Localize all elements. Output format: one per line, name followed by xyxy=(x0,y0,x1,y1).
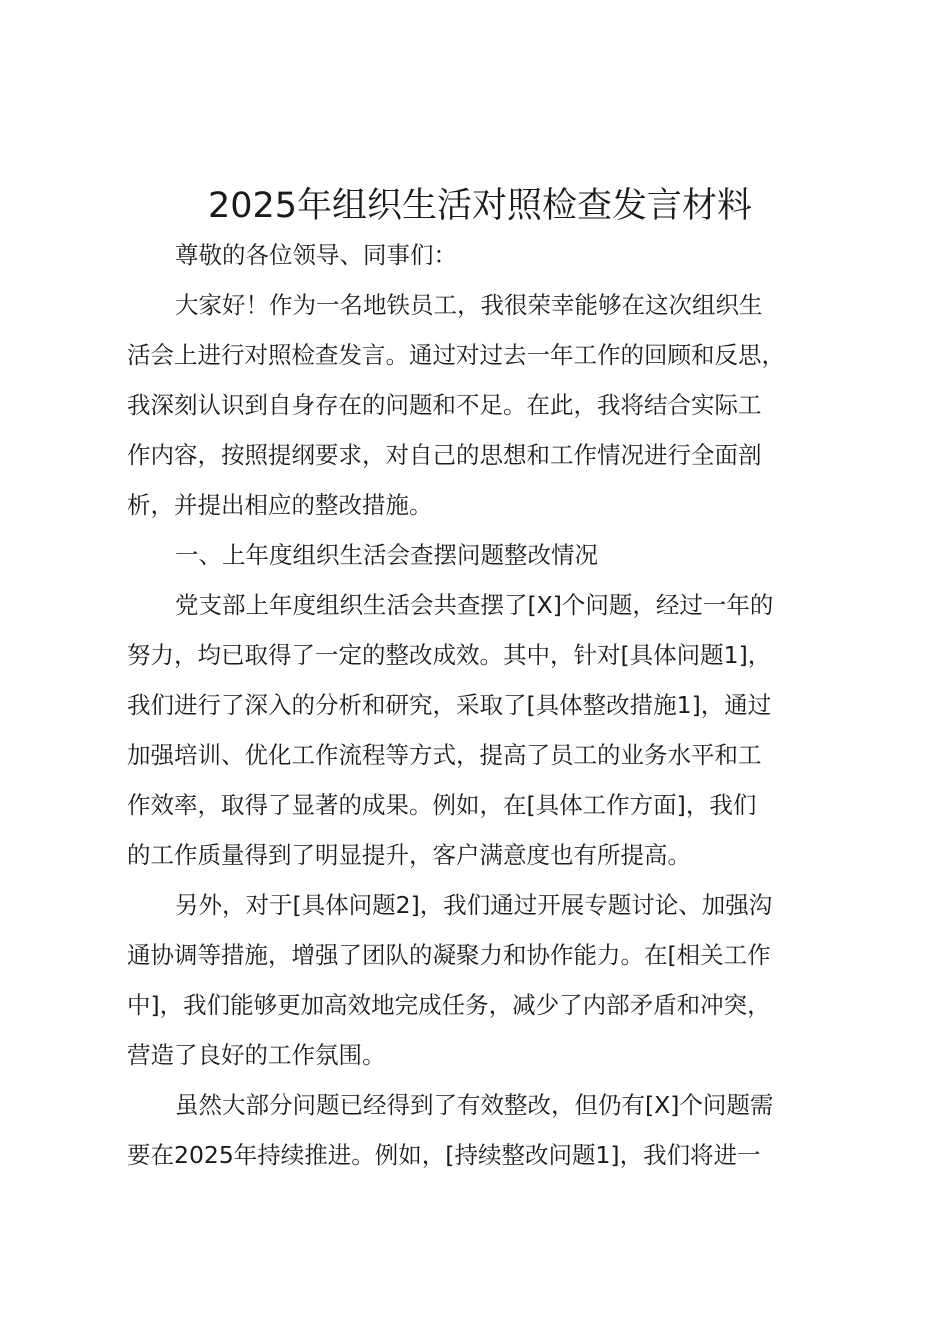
text-line: 中]，我们能够更加高效地完成任务，减少了内部矛盾和冲突， xyxy=(127,991,771,1019)
text-line: 党支部上年度组织生活会共查摆了[X]个问题，经过一年的 xyxy=(175,591,774,619)
text-line: 的工作质量得到了明显提升，客户满意度也有所提高。 xyxy=(127,841,691,869)
text-line: 我们进行了深入的分析和研究，采取了[具体整改措施1]，通过 xyxy=(127,691,772,719)
text-line: 析，并提出相应的整改措施。 xyxy=(127,491,433,519)
text-line: 努力，均已取得了一定的整改成效。其中，针对[具体问题1]， xyxy=(127,641,772,669)
text-line: 通协调等措施，增强了团队的凝聚力和协作能力。在[相关工作 xyxy=(127,941,771,969)
text-line: 活会上进行对照检查发言。通过对过去一年工作的回顾和反思， xyxy=(127,341,785,369)
text-line: 营造了良好的工作氛围。 xyxy=(127,1041,386,1069)
text-line: 大家好！作为一名地铁员工，我很荣幸能够在这次组织生 xyxy=(175,291,763,319)
text-line: 作内容，按照提纲要求，对自己的思想和工作情况进行全面剖 xyxy=(127,441,762,469)
document-title: 2025年组织生活对照检查发言材料 xyxy=(207,186,753,226)
text-line: 一、上年度组织生活会查摆问题整改情况 xyxy=(175,541,598,569)
text-line: 作效率，取得了显著的成果。例如，在[具体工作方面]，我们 xyxy=(127,791,757,819)
text-line: 加强培训、优化工作流程等方式，提高了员工的业务水平和工 xyxy=(127,741,762,769)
text-line: 另外，对于[具体问题2]，我们通过开展专题讨论、加强沟 xyxy=(175,891,773,919)
text-line: 尊敬的各位领导、同事们： xyxy=(175,241,457,269)
text-line: 要在2025年持续推进。例如，[持续整改问题1]，我们将进一 xyxy=(127,1141,761,1169)
text-line: 我深刻认识到自身存在的问题和不足。在此，我将结合实际工 xyxy=(127,391,762,419)
document-body xyxy=(127,230,877,1180)
text-line: 虽然大部分问题已经得到了有效整改，但仍有[X]个问题需 xyxy=(175,1091,774,1119)
